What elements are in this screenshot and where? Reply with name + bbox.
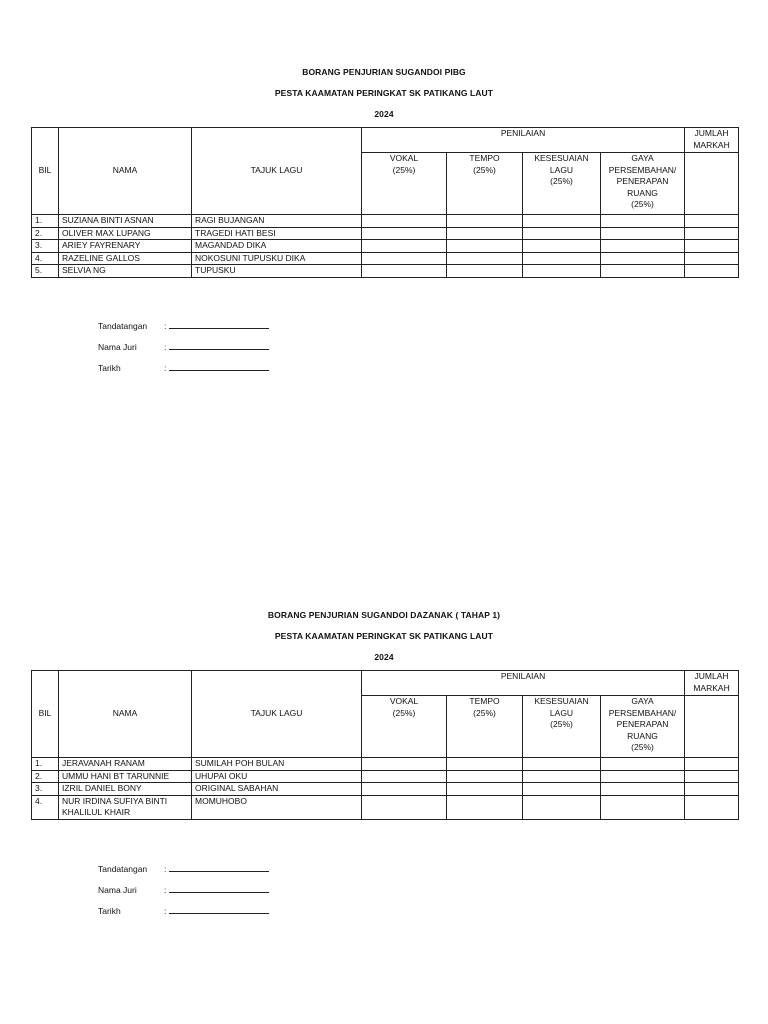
header-kesesuaian-lagu: KESESUAIAN LAGU (25%) — [523, 696, 601, 758]
row-nama: JERAVANAH RANAM — [59, 758, 192, 771]
table-row — [32, 265, 739, 278]
score-cell[interactable] — [362, 770, 447, 783]
header-tempo: TEMPO (25%) — [447, 153, 523, 215]
row-nama: ARIEY FAYRENARY — [59, 240, 192, 253]
date-row: Tarikh : — [98, 361, 269, 373]
header-tajuk-lagu: TAJUK LAGU — [192, 128, 362, 215]
table-row — [32, 770, 739, 783]
score-cell[interactable] — [601, 795, 685, 819]
form-year: 2024 — [374, 109, 394, 119]
header-tajuk-lagu: TAJUK LAGU — [192, 671, 362, 758]
signature-row: Tandatangan : — [98, 319, 269, 331]
table-row — [32, 240, 739, 253]
table-row — [32, 795, 739, 819]
judge-name-row: Nama Juri : — [98, 883, 269, 895]
row-bil: 3. — [32, 240, 59, 253]
score-cell[interactable] — [447, 227, 523, 240]
row-bil: 5. — [32, 265, 59, 278]
score-cell[interactable] — [362, 227, 447, 240]
header-gaya-persembahan: GAYA PERSEMBAHAN/ PENERAPAN RUANG (25%) — [601, 153, 685, 215]
score-cell[interactable] — [523, 783, 601, 796]
row-tajuk: SUMILAH POH BULAN — [192, 758, 362, 771]
score-cell[interactable] — [523, 770, 601, 783]
total-cell[interactable] — [685, 227, 739, 240]
row-tajuk: UHUPAI OKU — [192, 770, 362, 783]
header-vokal: VOKAL (25%) — [362, 153, 447, 215]
row-bil: 1. — [32, 215, 59, 228]
score-cell[interactable] — [523, 215, 601, 228]
tarikh-field[interactable] — [169, 904, 269, 914]
score-cell[interactable] — [601, 770, 685, 783]
tarikh-label: Tarikh — [98, 906, 121, 916]
row-tajuk: MOMUHOBO — [192, 795, 362, 819]
row-tajuk: RAGI BUJANGAN — [192, 215, 362, 228]
row-nama: OLIVER MAX LUPANG — [59, 227, 192, 240]
row-nama: NUR IRDINA SUFIYA BINTI KHALILUL KHAIR — [59, 795, 192, 819]
row-bil: 4. — [32, 252, 59, 265]
nama-juri-label: Nama Juri — [98, 885, 137, 895]
total-cell[interactable] — [685, 265, 739, 278]
table-row — [32, 215, 739, 228]
form-title: BORANG PENJURIAN SUGANDOI DAZANAK ( TAHAP 1) — [267, 610, 501, 620]
tarikh-label: Tarikh — [98, 363, 121, 373]
score-cell[interactable] — [447, 795, 523, 819]
score-cell[interactable] — [601, 783, 685, 796]
score-cell[interactable] — [523, 227, 601, 240]
header-penilaian: PENILAIAN — [362, 671, 685, 696]
header-bil: BIL — [32, 128, 59, 215]
nama-juri-label: Nama Juri — [98, 342, 137, 352]
row-tajuk: NOKOSUNI TUPUSKU DIKA — [192, 252, 362, 265]
row-tajuk: ORIGINAL SABAHAN — [192, 783, 362, 796]
score-cell[interactable] — [523, 252, 601, 265]
tandatangan-label: Tandatangan — [98, 321, 148, 331]
nama-juri-field[interactable] — [169, 340, 269, 350]
header-jumlah-markah: JUMLAH MARKAH — [685, 128, 739, 153]
judge-name-row: Nama Juri : — [98, 340, 269, 352]
score-cell[interactable] — [601, 252, 685, 265]
header-jumlah-markah: JUMLAH MARKAH — [685, 671, 739, 696]
header-jumlah-blank — [685, 696, 739, 758]
row-bil: 1. — [32, 758, 59, 771]
score-table — [31, 670, 739, 820]
header-bil: BIL — [32, 671, 59, 758]
score-table — [31, 127, 739, 278]
tandatangan-field[interactable] — [169, 862, 269, 872]
form-year: 2024 — [374, 652, 394, 662]
header-jumlah-blank — [685, 153, 739, 215]
row-nama: IZRIL DANIEL BONY — [59, 783, 192, 796]
row-bil: 2. — [32, 227, 59, 240]
row-tajuk: TUPUSKU — [192, 265, 362, 278]
score-cell[interactable] — [362, 758, 447, 771]
tarikh-field[interactable] — [169, 361, 269, 371]
score-cell[interactable] — [601, 265, 685, 278]
table-row — [32, 758, 739, 771]
header-nama: NAMA — [59, 128, 192, 215]
header-vokal: VOKAL (25%) — [362, 696, 447, 758]
score-cell[interactable] — [362, 215, 447, 228]
row-bil: 3. — [32, 783, 59, 796]
total-cell[interactable] — [685, 758, 739, 771]
table-row — [32, 227, 739, 240]
score-cell[interactable] — [362, 265, 447, 278]
header-nama: NAMA — [59, 671, 192, 758]
score-cell[interactable] — [601, 240, 685, 253]
table-row — [32, 783, 739, 796]
row-bil: 2. — [32, 770, 59, 783]
tandatangan-field[interactable] — [169, 319, 269, 329]
score-cell[interactable] — [523, 758, 601, 771]
score-cell[interactable] — [601, 227, 685, 240]
total-cell[interactable] — [685, 795, 739, 819]
total-cell[interactable] — [685, 252, 739, 265]
total-cell[interactable] — [685, 240, 739, 253]
score-cell[interactable] — [601, 758, 685, 771]
row-tajuk: TRAGEDI HATI BESI — [192, 227, 362, 240]
row-bil: 4. — [32, 795, 59, 819]
score-cell[interactable] — [523, 795, 601, 819]
total-cell[interactable] — [685, 783, 739, 796]
score-cell[interactable] — [447, 770, 523, 783]
score-cell[interactable] — [362, 252, 447, 265]
score-cell[interactable] — [362, 240, 447, 253]
date-row: Tarikh : — [98, 904, 269, 916]
score-cell[interactable] — [447, 215, 523, 228]
row-tajuk: MAGANDAD DIKA — [192, 240, 362, 253]
score-cell[interactable] — [447, 783, 523, 796]
table-row — [32, 252, 739, 265]
nama-juri-field[interactable] — [169, 883, 269, 893]
form-subtitle: PESTA KAAMATAN PERINGKAT SK PATIKANG LAUT — [274, 631, 494, 641]
score-cell[interactable] — [362, 783, 447, 796]
header-gaya-persembahan: GAYA PERSEMBAHAN/ PENERAPAN RUANG (25%) — [601, 696, 685, 758]
score-cell[interactable] — [362, 795, 447, 819]
total-cell[interactable] — [685, 215, 739, 228]
score-cell[interactable] — [447, 252, 523, 265]
score-cell[interactable] — [447, 758, 523, 771]
header-tempo: TEMPO (25%) — [447, 696, 523, 758]
row-nama: SELVIA NG — [59, 265, 192, 278]
total-cell[interactable] — [685, 770, 739, 783]
score-cell[interactable] — [601, 215, 685, 228]
score-cell[interactable] — [447, 240, 523, 253]
header-kesesuaian-lagu: KESESUAIAN LAGU (25%) — [523, 153, 601, 215]
form-subtitle: PESTA KAAMATAN PERINGKAT SK PATIKANG LAUT — [274, 88, 494, 98]
score-cell[interactable] — [447, 265, 523, 278]
signature-row: Tandatangan : — [98, 862, 269, 874]
row-nama: RAZELINE GALLOS — [59, 252, 192, 265]
header-penilaian: PENILAIAN — [362, 128, 685, 153]
row-nama: SUZIANA BINTI ASNAN — [59, 215, 192, 228]
row-nama: UMMU HANI BT TARUNNIE — [59, 770, 192, 783]
tandatangan-label: Tandatangan — [98, 864, 148, 874]
form-title: BORANG PENJURIAN SUGANDOI PIBG — [302, 67, 466, 77]
score-cell[interactable] — [523, 265, 601, 278]
score-cell[interactable] — [523, 240, 601, 253]
